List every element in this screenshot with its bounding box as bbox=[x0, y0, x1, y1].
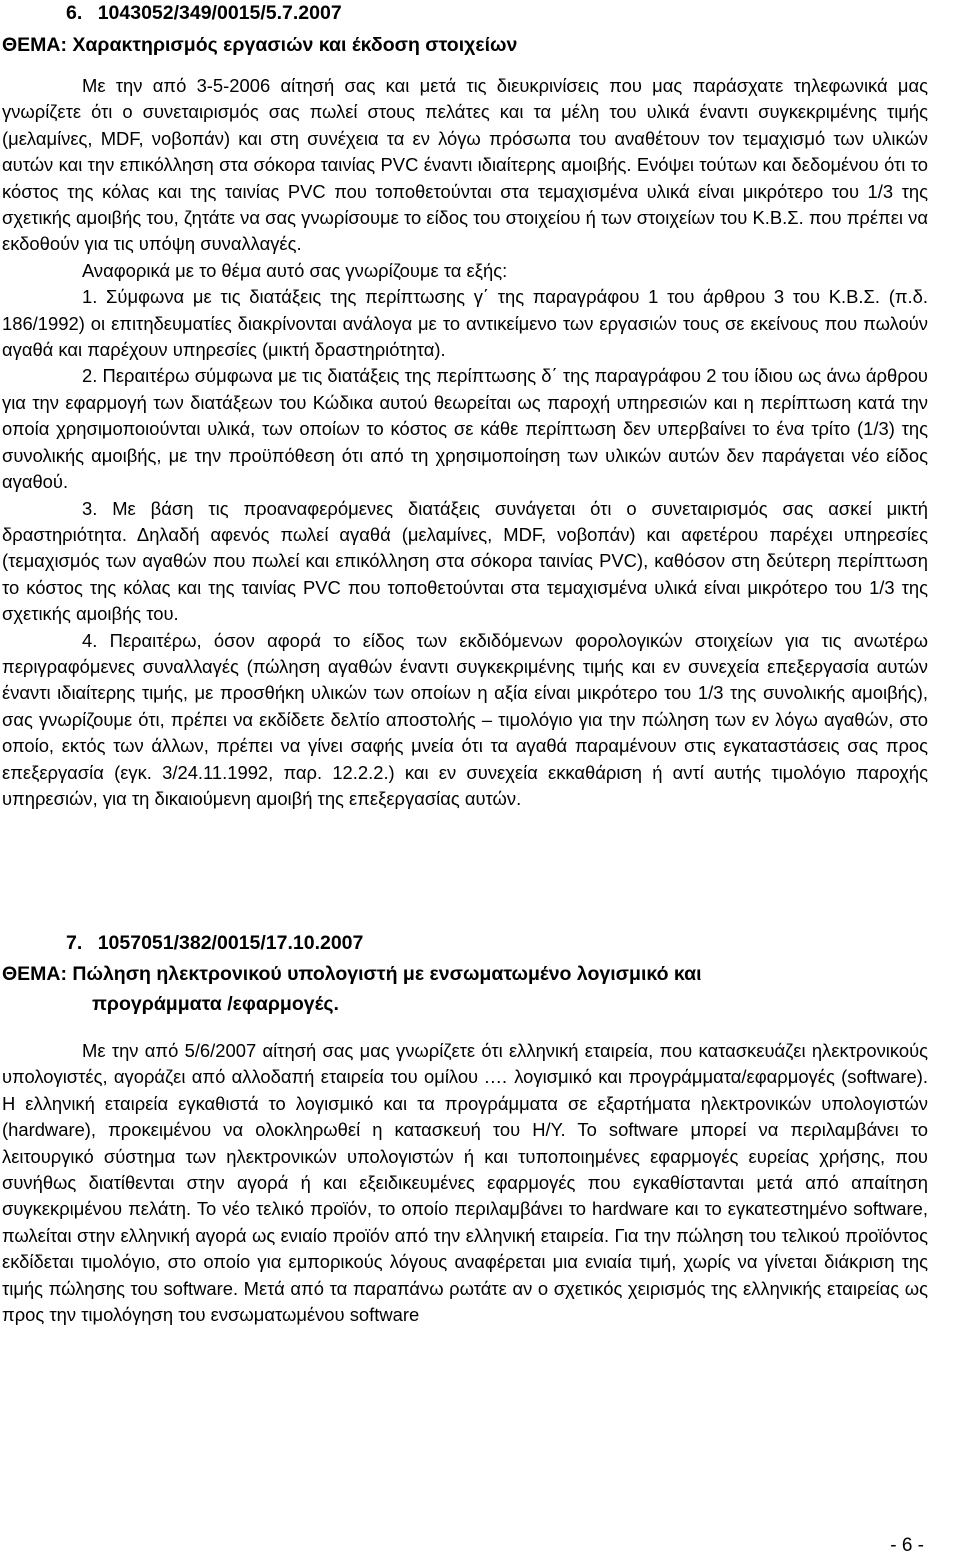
section-6-point-3: 3. Με βάση τις προαναφερόμενες διατάξεις συνάγεται ότι ο συνεταιρισμός σας ασκεί μικτή δραστηριότητα. Δηλαδή αφενός πωλεί αγαθά (μελαμίνες, MDF, νοβοπάν) και αφετέρου παρέχει υπηρεσίες (τεμαχισμός των αγαθών που πωλεί και επικόλληση στα σόκορα ταινίας PVC), καθόσον στη δεύτερη περίπτωση το κόστος της κόλας και της ταινίας PVC που τοποθετούνται στα τεμαχισμένα υλικά είναι μικρότερο του 1/3 της σχετικής αμοιβής του. bbox=[2, 497, 928, 625]
section-6-body bbox=[2, 73, 928, 812]
section-7-paragraph: Με την από 5/6/2007 αίτησή σας μας γνωρίζετε ότι ελληνική εταιρεία, που κατασκευάζει ηλεκτρονικούς υπολογιστές, αγοράζει από αλλοδαπή εταιρεία του ομίλου .… λογισμικό και προγράμματα/εφαρμογές (software). Η ελληνική εταιρεία εγκαθιστά το λογισμικό και τα προγράμματα σε εξαρτήματα ηλεκτρονικών υπολογιστών (hardware), προκειμένου να ολοκληρωθεί η κατασκευή του Η/Υ. Το software μπορεί να περιλαμβάνει το λειτουργικό σύστημα των ηλεκτρονικών υπολογιστών ή και τυποποιημένες εφαρμογές ευρείας χρήσης, που συνήθως διατίθενται στην αγορά ή και εξειδικευμένες εφαρμογές που εγκαθίστανται μετά από απαίτηση συγκεκριμένου πελάτη. Το νέο τελικό προϊόν, το οποίο περιλαμβάνει το hardware και το εγκατεστημένο software, πωλείται στην ελληνική αγορά ως ενιαίο προϊόν από την ελληνική εταιρεία. Για την πώληση του τελικού προϊόντος εκδίδεται τιμολόγιο, στο οποίο για εμπορικούς λόγους αναφέρεται μια ενιαία τιμή, χωρίς να γίνεται διάκριση της τιμής πώλησης του software. Μετά από τα παραπάνω ρωτάτε αν ο σχετικός χειρισμός της ελληνικής εταιρείας ως προς την τιμολόγηση του ενσωματωμένου software bbox=[2, 1040, 928, 1326]
section-7-title-line-1: ΘΕΜΑ: Πώληση ηλεκτρονικού υπολογιστή με ενσωματωμένο λογισμικό και bbox=[2, 963, 702, 985]
page-number: - 6 - bbox=[890, 1535, 924, 1556]
section-6-point-1: 1. Σύμφωνα με τις διατάξεις της περίπτωσης γ΄ της παραγράφου 1 του άρθρου 3 του Κ.Β.Σ. (π.δ. 186/1992) οι επιτηδευματίες διακρίνονται ανάλογα με το αντικείμενο των εργασιών τους σε εκείνους που πωλούν αγαθά και παρέχουν υπηρεσίες (μικτή δραστηριότητα). bbox=[2, 286, 928, 361]
section-7-title bbox=[2, 963, 932, 1015]
section-7-body bbox=[2, 1038, 928, 1328]
section-7-ref: 1057051/382/0015/17.10.2007 bbox=[97, 932, 364, 954]
section-6-intro-paragraph: Με την από 3-5-2006 αίτησή σας και μετά τις διευκρινίσεις που μας παράσχατε τηλεφωνικά μας γνωρίζετε ότι ο συνεταιρισμός σας πωλεί στους πελάτες και τα μέλη του υλικά έναντι συγκεκριμένης τιμής (μελαμίνες, MDF, νοβοπάν) και στη συνέχεια τα εν λόγω πρόσωπα του αναθέτουν τον τεμαχισμό των υλικών αυτών και την επικόλληση στα σόκορα ταινίας PVC έναντι ιδιαίτερης αμοιβής. Ενόψει τούτων και δεδομένου ότι το κόστος της κόλας και της ταινίας PVC που τοποθετούνται στα τεμαχισμένα υλικά είναι μικρότερο του 1/3 της σχετικής αμοιβής του, ζητάτε να σας γνωρίσουμε το είδος του στοιχείου ή των στοιχείων του Κ.Β.Σ. που πρέπει να εκδοθούν για τις υπόψη συναλλαγές. bbox=[2, 75, 928, 255]
section-6-lead-line: Αναφορικά με το θέμα αυτό σας γνωρίζουμε τα εξής: bbox=[82, 259, 508, 281]
section-6-title: ΘΕΜΑ: Χαρακτηρισμός εργασιών και έκδοση στοιχείων bbox=[2, 34, 518, 56]
section-7-number: 7. bbox=[66, 932, 83, 954]
section-6-ref: 1043052/349/0015/5.7.2007 bbox=[97, 2, 342, 24]
section-7-reference bbox=[66, 932, 363, 954]
section-6-point-4: 4. Περαιτέρω, όσον αφορά το είδος των εκδιδόμενων φορολογικών στοιχείων για τις ανωτέρω περιγραφόμενες συναλλαγές (πώληση αγαθών έναντι συγκεκριμένης τιμής και εν συνεχεία επεξεργασία αυτών έναντι ιδιαίτερης τιμής, με προσθήκη υλικών των οποίων η αξία είναι μικρότερο του 1/3 της συνολικής αμοιβής), σας γνωρίζουμε ότι, πρέπει να εκδίδετε δελτίο αποστολής – τιμολόγιο για την πώληση των εν λόγω αγαθών, στο οποίο, εκτός των άλλων, πρέπει να γίνει σαφής μνεία ότι τα αγαθά παραμένουν στις εγκαταστάσεις σας προς επεξεργασία (εγκ. 3/24.11.1992, παρ. 12.2.2.) και εν συνεχεία εκκαθάριση ή αντί αυτής τιμολόγιο παροχής υπηρεσιών, για τη δικαιούμενη αμοιβή της επεξεργασίας αυτών. bbox=[2, 629, 928, 809]
section-6-reference bbox=[66, 2, 342, 24]
section-6-number: 6. bbox=[66, 2, 83, 24]
section-7-title-line-2: προγράμματα /εφαρμογές. bbox=[92, 993, 339, 1015]
section-6-point-2: 2. Περαιτέρω σύμφωνα με τις διατάξεις της περίπτωσης δ΄ της παραγράφου 2 του ίδιου ως άνω άρθρου για την εφαρμογή των διατάξεων του Κώδικα αυτού θεωρείται ως παροχή υπηρεσιών και η περίπτωση κατά την οποία χρησιμοποιούνται υλικά, των οποίων το κόστος σε κάθε περίπτωση δεν υπερβαίνει το ένα τρίτο (1/3) της συνολικής αμοιβής, με την προϋπόθεση ότι από τη χρησιμοποίηση των υλικών αυτών δεν παράγεται νέο είδος αγαθού. bbox=[2, 365, 928, 493]
